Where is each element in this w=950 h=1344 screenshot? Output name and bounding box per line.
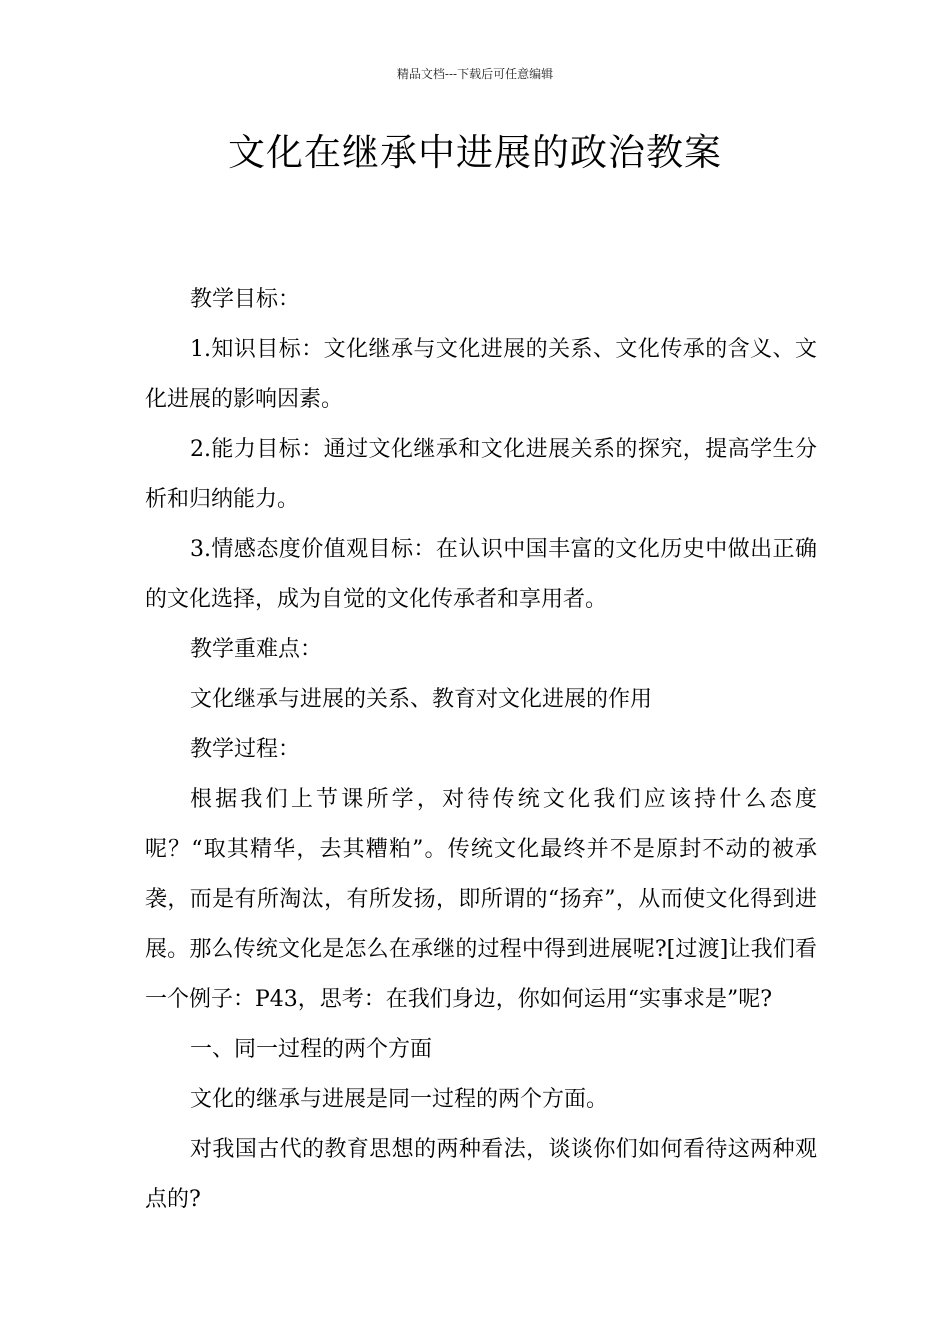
paragraph-section-statement: 文化的继承与进展是同一过程的两个方面。 xyxy=(190,1087,609,1112)
section-heading-one: 一、同一过程的两个方面 xyxy=(190,1037,433,1062)
document-title: 文化在继承中进展的政治教案 xyxy=(228,131,722,174)
paragraph-key-points: 文化继承与进展的关系、教育对文化进展的作用 xyxy=(190,687,653,712)
paragraph-knowledge-objective: 1.知识目标：文化继承与文化进展的关系、文化传承的含义、文化进展的影响因素。 xyxy=(145,337,817,412)
paragraph-objectives-heading: 教学目标： xyxy=(190,287,301,312)
header-note: 精品文档---下载后可任意编辑 xyxy=(396,67,554,81)
paragraph-key-points-heading: 教学重难点： xyxy=(190,637,323,662)
paragraph-discussion-question: 对我国古代的教育思想的两种看法，谈谈你们如何看待这两种观点的? xyxy=(145,1137,817,1212)
document-body xyxy=(145,275,817,1225)
paragraph-introduction: 根据我们上节课所学，对待传统文化我们应该持什么态度呢？“取其精华，去其糟粕”。传统文化最终并不是原封不动的被承袭，而是有所淘汰，有所发扬，即所谓的“扬弃”，从而使文化得到进展。那么传统文化是怎么在承继的过程中得到进展呢?[过渡]让我们看一个例子：P43，思考：在我们身边，你如何运用“实事求是”呢? xyxy=(145,787,817,1012)
paragraph-attitude-objective: 3.情感态度价值观目标：在认识中国丰富的文化历史中做出正确的文化选择，成为自觉的文化传承者和享用者。 xyxy=(145,537,817,612)
paragraph-ability-objective: 2.能力目标：通过文化继承和文化进展关系的探究，提高学生分析和归纳能力。 xyxy=(145,437,817,512)
paragraph-process-heading: 教学过程： xyxy=(190,737,301,762)
